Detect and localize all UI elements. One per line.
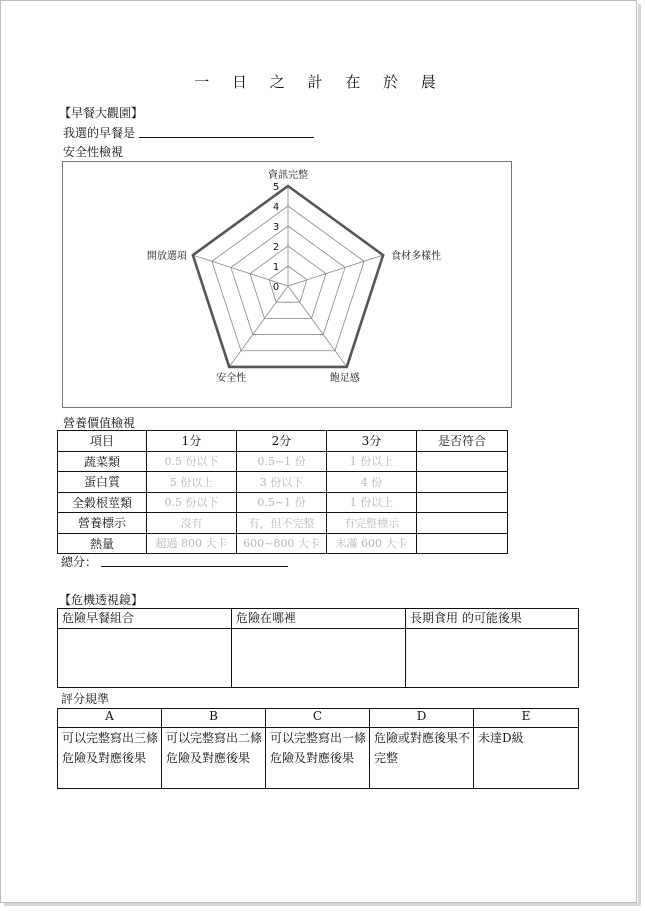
score-1-criterion: 超過 800 大卡	[147, 533, 237, 554]
score-2-criterion: 600~800 大卡	[237, 533, 327, 554]
row-item: 熱量	[58, 533, 147, 554]
crisis-header-row	[58, 609, 579, 629]
radar-axis-label: 安全性	[216, 372, 247, 384]
nutrition-heading: 營養價值檢視	[63, 416, 136, 430]
table-row	[58, 513, 508, 534]
score-2-criterion: 3 份以下	[237, 472, 327, 493]
table-row	[58, 492, 508, 513]
nutrition-table	[57, 430, 508, 554]
table-row	[58, 533, 508, 554]
fit-cell[interactable]	[417, 513, 508, 534]
score-3-criterion: 1 份以上	[327, 451, 417, 472]
rubric-grade-row	[58, 709, 579, 728]
my-breakfast-input-line[interactable]	[139, 137, 314, 138]
my-breakfast-label: 我選的早餐是	[63, 126, 136, 140]
row-item: 全穀根莖類	[58, 492, 147, 513]
score-3-criterion: 有完整標示	[327, 513, 417, 534]
header-danger-combo: 危險早餐組合	[58, 609, 232, 629]
header-item: 項目	[58, 431, 147, 452]
page-shadow-right	[638, 4, 641, 904]
score-1-criterion: 0.5 份以下	[147, 492, 237, 513]
grade-description: 危險或對應後果不完整	[370, 728, 474, 789]
row-item: 營養標示	[58, 513, 147, 534]
header-long-term-consequence: 長期食用 的可能後果	[406, 609, 579, 629]
score-2-criterion: 0.5~1 份	[237, 451, 327, 472]
score-1-criterion: 沒有	[147, 513, 237, 534]
header-score-1: 1分	[147, 431, 237, 452]
radar-spoke	[288, 255, 383, 286]
radar-tick-label: 2	[272, 242, 280, 253]
radar-axis-label: 開放選項	[146, 251, 187, 263]
radar-tick-label: 0	[272, 282, 280, 293]
table-row	[58, 472, 508, 493]
nutrition-header-row	[58, 431, 508, 452]
radar-tick-label: 4	[272, 202, 280, 213]
grade-description: 可以完整寫出二條危險及對應後果	[162, 728, 266, 789]
score-3-criterion: 未滿 600 大卡	[327, 533, 417, 554]
crisis-table	[57, 608, 579, 688]
fit-cell[interactable]	[417, 451, 508, 472]
grade-label: D	[370, 709, 474, 728]
fit-cell[interactable]	[417, 533, 508, 554]
fit-cell[interactable]	[417, 472, 508, 493]
score-3-criterion: 4 份	[327, 472, 417, 493]
total-score-label: 總分：	[61, 555, 98, 569]
score-1-criterion: 0.5 份以下	[147, 451, 237, 472]
radar-chart	[63, 162, 513, 409]
total-score-input-line[interactable]	[101, 566, 288, 567]
danger-where-answer-cell[interactable]	[232, 629, 406, 688]
header-danger-where: 危險在哪裡	[232, 609, 406, 629]
radar-axis-label: 飽足感	[329, 372, 360, 384]
danger-combo-answer-cell[interactable]	[58, 629, 232, 688]
rubric-heading: 評分規準	[61, 692, 110, 706]
radar-axis-label: 資訊完整	[268, 170, 308, 181]
radar-spoke	[288, 286, 347, 367]
grade-label: C	[266, 709, 370, 728]
page-title: 一 日 之 計 在 於 晨	[194, 73, 445, 91]
breakfast-section-heading: 【早餐大觀園】	[59, 106, 144, 120]
grade-description: 可以完整寫出一條危險及對應後果	[266, 728, 370, 789]
header-fit: 是否符合	[417, 431, 508, 452]
crisis-answer-row	[58, 629, 579, 688]
score-1-criterion: 5 份以上	[147, 472, 237, 493]
grade-label: A	[58, 709, 162, 728]
row-item: 蔬菜類	[58, 451, 147, 472]
row-item: 蛋白質	[58, 472, 147, 493]
radar-axis-label: 食材多樣性	[391, 251, 442, 263]
grade-label: E	[474, 709, 579, 728]
radar-tick-label: 5	[272, 182, 280, 193]
header-score-2: 2分	[237, 431, 327, 452]
rubric-table	[57, 708, 579, 789]
consequence-answer-cell[interactable]	[406, 629, 579, 688]
score-3-criterion: 1 份以上	[327, 492, 417, 513]
fit-cell[interactable]	[417, 492, 508, 513]
header-score-3: 3分	[327, 431, 417, 452]
grade-description: 未達D級	[474, 728, 579, 789]
radar-tick-label: 3	[272, 222, 280, 233]
radar-chart-frame	[62, 161, 512, 408]
radar-tick-label: 1	[272, 262, 280, 273]
safety-check-label: 安全性檢視	[63, 145, 124, 159]
crisis-section-heading: 【危機透視鏡】	[59, 593, 144, 607]
grade-description: 可以完整寫出三條危險及對應後果	[58, 728, 162, 789]
table-row	[58, 451, 508, 472]
grade-label: B	[162, 709, 266, 728]
score-2-criterion: 有，但不完整	[237, 513, 327, 534]
page-shadow-bottom	[4, 903, 641, 906]
score-2-criterion: 0.5~1 份	[237, 492, 327, 513]
radar-spoke	[229, 286, 288, 367]
rubric-description-row	[58, 728, 579, 789]
